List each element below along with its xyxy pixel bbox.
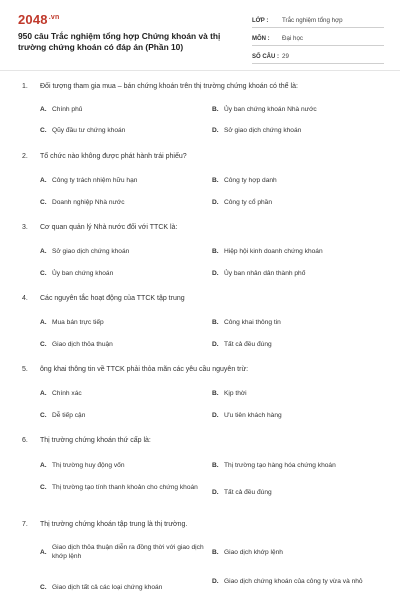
answer-option-a[interactable] bbox=[40, 176, 210, 185]
answer-option-a[interactable] bbox=[40, 543, 210, 561]
answer-option-c[interactable] bbox=[40, 340, 210, 349]
option-text: Sở giao dịch chứng khoán bbox=[224, 127, 302, 134]
option-text: Ủy ban nhân dân thành phố bbox=[224, 270, 306, 277]
option-text: Giao dịch khớp lệnh bbox=[224, 549, 283, 556]
option-letter: D. bbox=[212, 578, 219, 585]
answer-option-a[interactable] bbox=[40, 389, 210, 398]
question-stem: Cơ quan quản lý Nhà nước đối với TTCK là: bbox=[40, 224, 178, 231]
header-divider bbox=[0, 70, 400, 71]
option-text: Giao dịch thỏa thuận diễn ra đồng thời với giao dịch khớp lệnh bbox=[52, 544, 204, 560]
question-number: 6. bbox=[22, 437, 28, 444]
meta-row-subject bbox=[252, 32, 384, 46]
answer-option-b[interactable] bbox=[212, 318, 382, 327]
option-text: Công khai thông tin bbox=[224, 319, 281, 326]
meta-value: Đại học bbox=[282, 35, 303, 42]
answer-option-c[interactable] bbox=[40, 269, 210, 278]
quiz-meta bbox=[252, 14, 384, 68]
meta-row-class bbox=[252, 14, 384, 28]
meta-row-count bbox=[252, 50, 384, 64]
option-letter: B. bbox=[212, 248, 219, 255]
answer-option-a[interactable] bbox=[40, 247, 210, 256]
option-text: Chính phủ bbox=[52, 106, 83, 113]
option-letter: B. bbox=[212, 177, 219, 184]
option-letter: C. bbox=[40, 341, 47, 348]
question-stem: Thị trường chứng khoán tập trung là thị trường. bbox=[40, 521, 188, 528]
question-text bbox=[22, 521, 382, 528]
answer-option-d[interactable] bbox=[212, 411, 382, 420]
question-number: 5. bbox=[22, 366, 28, 373]
option-letter: C. bbox=[40, 584, 47, 591]
option-text: Chính xác bbox=[52, 390, 82, 397]
question-stem: Thị trường chứng khoán thứ cấp là: bbox=[40, 437, 151, 444]
question-text bbox=[22, 437, 382, 444]
answer-option-c[interactable] bbox=[40, 198, 210, 207]
meta-label: SỐ CÂU : bbox=[252, 53, 279, 60]
option-text: Công ty trách nhiệm hữu hạn bbox=[52, 177, 138, 184]
question-text bbox=[22, 224, 382, 231]
question-stem: Đối tượng tham gia mua – bán chứng khoán trên thị trường chứng khoán có thể là: bbox=[40, 83, 298, 90]
answer-option-a[interactable] bbox=[40, 105, 210, 114]
option-text: Giao dịch chứng khoán của công ty vừa và nhỏ bbox=[224, 578, 363, 585]
answer-option-b[interactable] bbox=[212, 247, 382, 256]
answer-option-a[interactable] bbox=[40, 318, 210, 327]
question-stem: ông khai thông tin về TTCK phải thỏa mãn các yêu cầu nguyên trừ: bbox=[40, 366, 249, 373]
option-text: Công ty hợp danh bbox=[224, 177, 277, 184]
option-letter: B. bbox=[212, 549, 219, 556]
answer-option-c[interactable] bbox=[40, 483, 210, 492]
meta-label: MÔN : bbox=[252, 35, 270, 42]
option-text: Giao dịch thỏa thuận bbox=[52, 341, 113, 348]
page-header bbox=[0, 0, 400, 70]
meta-label: LỚP : bbox=[252, 17, 269, 24]
answer-option-b[interactable] bbox=[212, 176, 382, 185]
answer-option-b[interactable] bbox=[212, 389, 382, 398]
answer-option-b[interactable] bbox=[212, 461, 382, 470]
option-letter: B. bbox=[212, 106, 219, 113]
option-text: Hiệp hội kinh doanh chứng khoán bbox=[224, 248, 323, 255]
answer-option-c[interactable] bbox=[40, 126, 210, 135]
option-letter: D. bbox=[212, 270, 219, 277]
answer-option-d[interactable] bbox=[212, 340, 382, 349]
option-text: Ủy ban chứng khoán Nhà nước bbox=[224, 106, 317, 113]
option-text: Tất cả đều đúng bbox=[224, 341, 272, 348]
option-letter: A. bbox=[40, 106, 47, 113]
option-text: Kịp thời bbox=[224, 390, 247, 397]
option-letter: D. bbox=[212, 341, 219, 348]
meta-value: Trắc nghiệm tổng hợp bbox=[282, 17, 343, 24]
question-stem: Các nguyên tắc hoạt động của TTCK tập trung bbox=[40, 295, 185, 302]
question-number: 2. bbox=[22, 153, 28, 160]
answer-option-d[interactable] bbox=[212, 269, 382, 278]
option-letter: D. bbox=[212, 127, 219, 134]
option-letter: A. bbox=[40, 462, 47, 469]
question-number: 4. bbox=[22, 295, 28, 302]
option-text: Dễ tiếp cận bbox=[52, 412, 86, 419]
option-text: Qũy đầu tư chứng khoán bbox=[52, 127, 126, 134]
question-number: 3. bbox=[22, 224, 28, 231]
question-number: 7. bbox=[22, 521, 28, 528]
logo-text: 2048 bbox=[18, 12, 48, 27]
option-text: Doanh nghiệp Nhà nước bbox=[52, 199, 125, 206]
answer-option-b[interactable] bbox=[212, 548, 382, 557]
option-letter: B. bbox=[212, 390, 219, 397]
answer-option-b[interactable] bbox=[212, 105, 382, 114]
option-text: Ưu tiên khách hàng bbox=[224, 412, 282, 419]
option-letter: C. bbox=[40, 412, 47, 419]
option-text: Giao dịch tất cả các loại chứng khoán bbox=[52, 584, 163, 591]
question-text bbox=[22, 366, 382, 373]
option-letter: C. bbox=[40, 127, 47, 134]
option-letter: A. bbox=[40, 390, 47, 397]
option-letter: D. bbox=[212, 412, 219, 419]
option-text: Thị trường huy động vốn bbox=[52, 462, 125, 469]
question-text bbox=[22, 295, 382, 302]
site-logo[interactable] bbox=[18, 12, 59, 27]
answer-option-d[interactable] bbox=[212, 126, 382, 135]
meta-value: 29 bbox=[282, 53, 289, 60]
question-text bbox=[22, 83, 382, 90]
answer-option-c[interactable] bbox=[40, 411, 210, 420]
option-letter: B. bbox=[212, 462, 219, 469]
option-text: Thị trường tạo tính thanh khoản cho chứng khoán bbox=[52, 484, 198, 491]
option-text: Thị trường tạo hàng hóa chứng khoán bbox=[224, 462, 336, 469]
option-text: Công ty cổ phần bbox=[224, 199, 273, 206]
answer-option-c[interactable] bbox=[40, 583, 210, 592]
question-stem: Tổ chức nào không được phát hành trái phiếu? bbox=[40, 153, 187, 160]
option-text: Tất cả đều đúng bbox=[224, 489, 272, 496]
logo-suffix: .vn bbox=[48, 13, 60, 21]
question-number: 1. bbox=[22, 83, 28, 90]
answer-option-d[interactable] bbox=[212, 577, 382, 586]
option-text: Sở giao dịch chứng khoán bbox=[52, 248, 130, 255]
option-letter: B. bbox=[212, 319, 219, 326]
option-letter: A. bbox=[40, 548, 47, 556]
option-letter: A. bbox=[40, 319, 47, 326]
option-letter: D. bbox=[212, 199, 219, 206]
option-letter: D. bbox=[212, 489, 219, 496]
option-letter: C. bbox=[40, 484, 47, 491]
answer-option-d[interactable] bbox=[212, 488, 382, 497]
option-letter: A. bbox=[40, 177, 47, 184]
answer-option-a[interactable] bbox=[40, 461, 210, 470]
option-letter: A. bbox=[40, 248, 47, 255]
option-text: Mua bán trực tiếp bbox=[52, 319, 104, 326]
option-letter: C. bbox=[40, 199, 47, 206]
question-text bbox=[22, 153, 382, 160]
page-title: 950 câu Trắc nghiệm tổng hợp Chứng khoán và thị trường chứng khoán có đáp án (Phần 10) bbox=[18, 31, 221, 52]
option-text: Ủy ban chứng khoán bbox=[52, 270, 114, 277]
answer-option-d[interactable] bbox=[212, 198, 382, 207]
option-letter: C. bbox=[40, 270, 47, 277]
